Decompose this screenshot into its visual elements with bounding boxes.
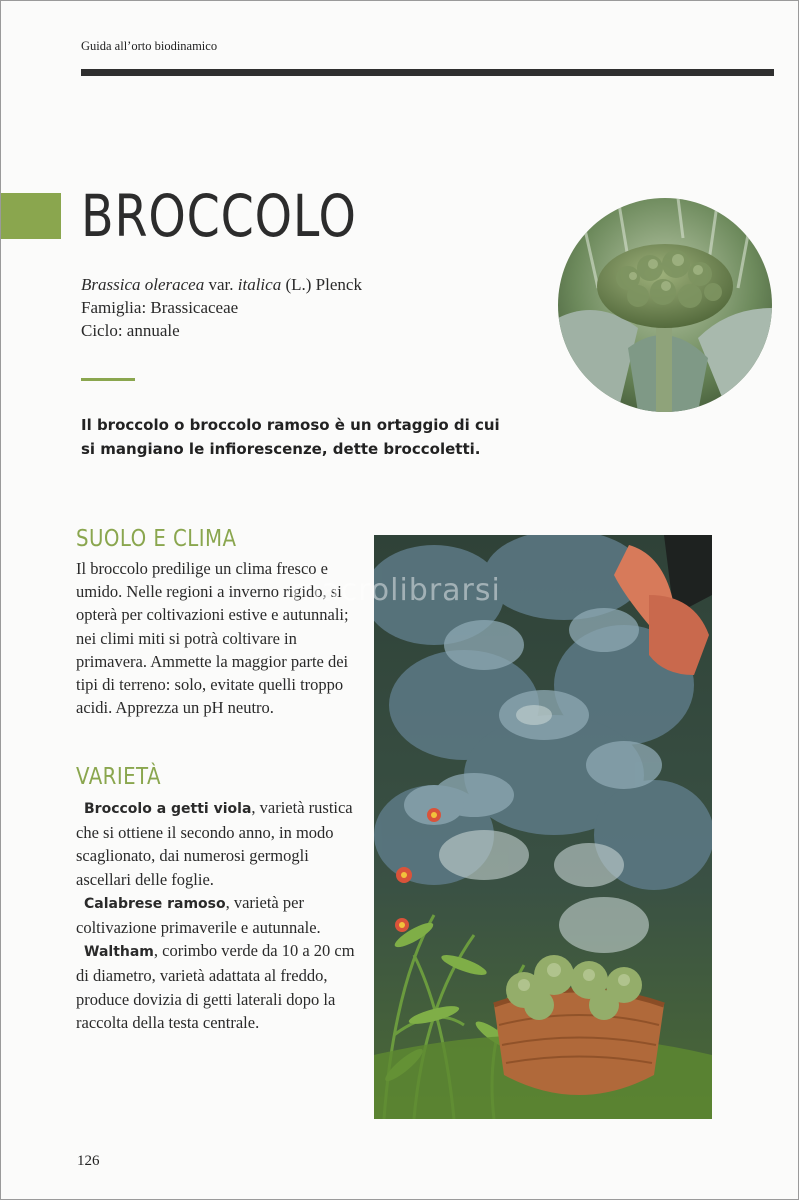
section-heading-varieties: VARIETÀ [76,764,161,790]
watermark: macrolibrarsi [291,573,501,608]
variety-item [76,891,356,939]
variety-name: Calabrese ramoso [84,895,226,912]
section-heading-soil: SUOLO E CLIMA [76,526,237,552]
variety-name: Waltham [84,944,154,961]
varieties-list [76,796,356,1034]
variety-name: Broccolo a getti viola [84,801,252,817]
variety-name: italica [237,275,282,294]
variety-desc: , varietà rustica che si ottiene il secondo anno, in modo scaglionato, dai numerosi germogli ascellari delle foglie. [76,798,353,889]
variety-desc: , corimbo verde da 10 a 20 cm di diametro, varietà adattata al freddo, produce dovizia di getti laterali dopo la raccolta della testa centrale. [76,941,355,1032]
green-tab-marker [1,193,61,239]
broccoli-garden-photo [374,535,712,1119]
soil-paragraph: Il broccolo predilige un clima fresco e umido. Nelle regioni a inverno rigido, si opterà per coltivazioni estive e autunnali; nei climi miti si potrà coltivare in primavera. Ammette la maggior parte dei tipi di terreno: solo, evitate quelli troppo acidi. Apprezza un pH neutro. [76,559,349,718]
binomial-name [81,273,362,296]
page-number: 126 [77,1153,100,1169]
family-line: Famiglia: Brassicaceae [81,298,239,317]
cycle-line: Ciclo: annuale [81,321,180,340]
plant-metadata [81,273,362,342]
broccoli-head-photo [558,198,772,412]
green-divider [81,378,135,381]
variety-item [76,796,356,891]
header-rule [81,69,774,76]
running-title: Guida all’orto biodinamico [81,39,218,53]
variety-item [76,939,356,1034]
var-abbrev: var. [208,275,234,294]
lead-paragraph: Il broccolo o broccolo ramoso è un ortaggio di cui si mangiano le infiorescenze, dette broccoletti. [81,416,500,458]
species-name: Brassica oleracea [81,275,205,294]
page-title: BROCCOLO [81,182,357,250]
variety-desc: , varietà per coltivazione primaverile e autunnale. [76,892,321,938]
author-citation: (L.) Plenck [285,275,362,294]
